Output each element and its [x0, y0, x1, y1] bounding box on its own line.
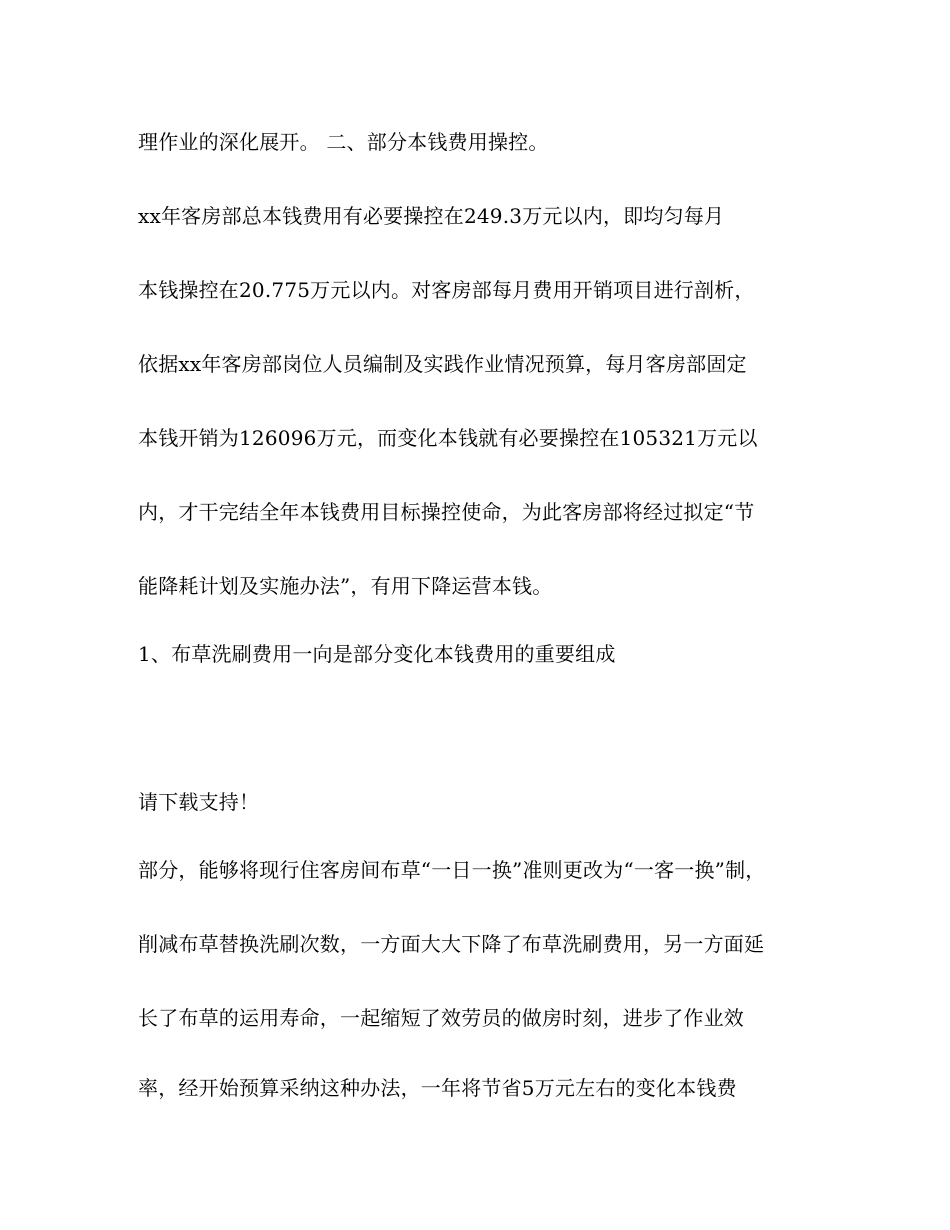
text-line-3: 本钱操控在20.775万元以内。对客房部每月费用开销项目进行剖析， [138, 278, 755, 302]
text-line-6: 内，才干完结全年本钱费用目标操控使命，为此客房部将经过拟定“节 [138, 500, 755, 524]
text-line-7: 能降耗计划及实施办法”，有用下降运营本钱。 [138, 574, 553, 598]
text-line-5: 本钱开销为126096万元，而变化本钱就有必要操控在105321万元以 [138, 426, 758, 450]
text-line-9: 部分，能够将现行住客房间布草“一日一换”准则更改为“一客一换”制， [138, 858, 766, 882]
text-line-12: 率，经开始预算采纳这种办法，一年将节省5万元左右的变化本钱费 [138, 1076, 737, 1100]
download-notice: 请下载支持！ [138, 790, 260, 814]
text-line-10: 削减布草替换洗刷次数，一方面大大下降了布草洗刷费用，另一方面延 [138, 932, 765, 956]
text-line-8: 1、布草洗刷费用一向是部分变化本钱费用的重要组成 [138, 642, 616, 666]
text-line-11: 长了布草的运用寿命，一起缩短了效劳员的做房时刻，进步了作业效 [138, 1006, 744, 1030]
text-line-1: 理作业的深化展开。 二、部分本钱费用操控。 [138, 130, 549, 154]
text-line-2: xx年客房部总本钱费用有必要操控在249.3万元以内，即均匀每月 [138, 204, 725, 228]
text-line-4: 依据xx年客房部岗位人员编制及实践作业情况预算，每月客房部固定 [138, 352, 747, 376]
